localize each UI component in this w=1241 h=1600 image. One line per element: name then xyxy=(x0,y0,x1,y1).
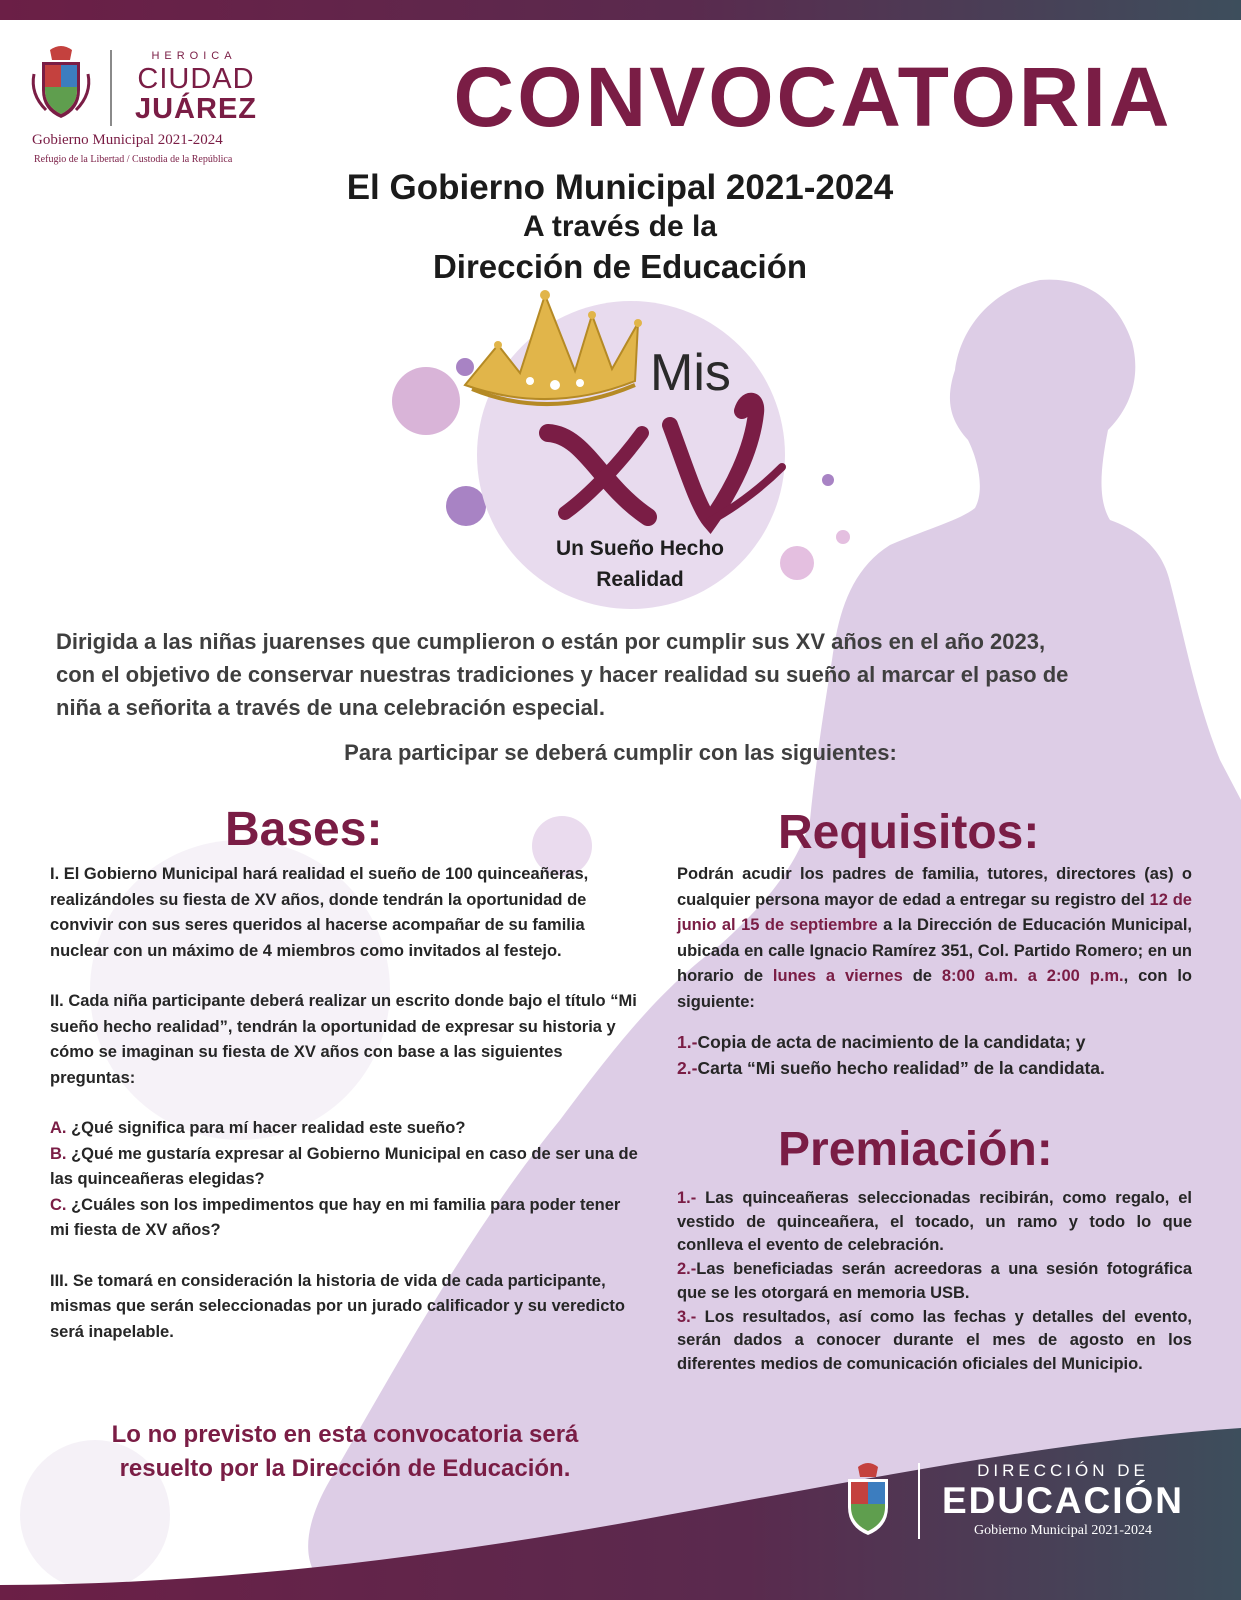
subtitle-line1: El Gobierno Municipal 2021-2024 xyxy=(346,168,894,207)
premiacion-item-3-label: 3.- xyxy=(677,1307,697,1326)
footer-logo-main: EDUCACIÓN xyxy=(941,1480,1185,1521)
bases-content xyxy=(50,862,640,1345)
logo-city-line1: CIUDAD xyxy=(137,63,255,95)
logo-city-line2: JUÁREZ xyxy=(134,93,257,125)
premiacion-item-1 xyxy=(677,1187,1192,1258)
emblem-mis: Mis xyxy=(650,344,731,402)
requisitos-p1: Podrán acudir los padres de familia, tutores, directores (as) o cualquier persona mayor de edad a entregar su registro del xyxy=(677,865,1192,909)
intro-line2: con el objetivo de conservar nuestras tradiciones y hacer realidad su sueño al marcar el paso de xyxy=(56,662,1069,687)
intro-line3: niña a señorita a través de una celebración especial. xyxy=(56,695,606,720)
premiacion-item-2-label: 2.- xyxy=(677,1260,697,1279)
question-c-text: ¿Cuáles son los impedimentos que hay en mi familia para poder tener mi fiesta de XV años? xyxy=(50,1195,621,1239)
logo-city-name xyxy=(126,64,266,124)
education-logo xyxy=(836,1455,1206,1585)
footer-note xyxy=(60,1418,630,1486)
requisitos-list xyxy=(677,1030,1197,1081)
mis-xv-emblem xyxy=(380,285,850,625)
intro-paragraph xyxy=(56,625,1186,724)
subtitle-line3: Dirección de Educación xyxy=(432,248,808,285)
logo-motto: Refugio de la Libertad / Custodia de la República xyxy=(34,154,233,165)
premiacion-title: Premiación: xyxy=(778,1123,1053,1176)
premiacion-item-3-text: Los resultados, así como las fechas y detalles del evento, serán dados a conocer durante el mes de agosto en los diferentes medios de comunicación oficiales del Municipio. xyxy=(677,1307,1192,1373)
requisitos-days: lunes a viernes xyxy=(772,967,903,985)
logo-divider xyxy=(110,50,112,126)
premiacion-item-2-text: Las beneficiadas serán acreedoras a una sesión fotográfica que se les otorgará en memoria USB. xyxy=(677,1260,1192,1302)
question-c xyxy=(50,1193,640,1244)
requisitos-p2: a la Dirección de Educación Municipal, ubicada en calle Ignacio Ramírez 351, Col. Partido Romero; en un horario de xyxy=(677,916,1192,985)
requisitos-item-1-label: 1.- xyxy=(677,1032,698,1052)
premiacion-item-1-label: 1.- xyxy=(677,1189,697,1207)
question-a xyxy=(50,1116,640,1142)
question-a-text: ¿Qué significa para mí hacer realidad este sueño? xyxy=(71,1119,466,1137)
footer-logo-top: DIRECCIÓN DE xyxy=(977,1461,1149,1480)
intro-line1: Dirigida a las niñas juarenses que cumplieron o están por cumplir sus XV años en el año 2023, xyxy=(56,629,1046,654)
requisitos-paragraph xyxy=(677,862,1192,1015)
emblem-tagline-line2: Realidad xyxy=(596,568,684,591)
footer-note-line2: resuelto por la Dirección de Educación. xyxy=(119,1455,571,1482)
premiacion-item-2 xyxy=(677,1258,1192,1305)
coat-of-arms-icon xyxy=(840,1459,896,1539)
emblem-tagline-line1: Un Sueño Hecho xyxy=(555,537,724,560)
premiacion-item-3 xyxy=(677,1306,1192,1377)
question-b-label: B. xyxy=(50,1144,67,1163)
premiacion-item-1-text: Las quinceañeras seleccionadas recibirán, como regalo, el vestido de quinceañera, el tocado, un ramo y todo lo que conlleva el evento de celebración. xyxy=(677,1189,1192,1255)
coat-of-arms-icon xyxy=(28,44,94,124)
question-a-label: A. xyxy=(50,1119,67,1137)
requisitos-item-2-text: Carta “Mi sueño hecho realidad” de la candidata. xyxy=(697,1057,1105,1078)
footer-logo-divider xyxy=(918,1463,920,1539)
bases-item-1: I. El Gobierno Municipal hará realidad el sueño de 100 quinceañeras, realizándoles su fiesta de XV años, donde tendrán la oportunidad de convivir con sus seres queridos al hacerse acompañar de su familia nuclear con un máximo de 4 miembros como invitados al festejo. xyxy=(50,865,589,960)
requisitos-item-2 xyxy=(677,1056,1197,1082)
emblem-tagline xyxy=(530,533,750,595)
requisitos-item-2-label: 2.- xyxy=(677,1057,698,1078)
requisitos-title: Requisitos: xyxy=(778,806,1040,859)
footer-logo-government: Gobierno Municipal 2021-2024 xyxy=(973,1523,1153,1538)
requisitos-p3: de xyxy=(912,967,932,985)
logo-government: Gobierno Municipal 2021-2024 xyxy=(32,132,223,148)
page-title: CONVOCATORIA xyxy=(453,50,1173,144)
question-b xyxy=(50,1142,640,1193)
logo-heroica: HEROICA xyxy=(151,50,237,62)
subtitle-line2: A través de la xyxy=(523,210,717,243)
footer-note-line1: Lo no previsto en esta convocatoria será xyxy=(111,1421,579,1448)
bases-item-2: II. Cada niña participante deberá realizar un escrito donde bajo el título “Mi sueño hecho realidad”, tendrán la oportunidad de expresar su historia y cómo se imaginan su fiesta de XV años con base a las siguientes preguntas: xyxy=(50,992,637,1087)
premiacion-content xyxy=(677,1187,1192,1377)
bases-title: Bases: xyxy=(225,803,383,856)
city-logo xyxy=(28,44,268,174)
requisitos-dates: 12 de junio al 15 de septiembre xyxy=(677,890,1192,934)
participation-call: Para participar se deberá cumplir con las siguientes: xyxy=(344,740,897,765)
question-b-text: ¿Qué me gustaría expresar al Gobierno Municipal en caso de ser una de las quinceañeras elegidas? xyxy=(50,1144,638,1188)
question-c-label: C. xyxy=(50,1195,67,1214)
requisitos-p4: , con lo siguiente: xyxy=(677,967,1193,1011)
bases-item-3: III. Se tomará en consideración la historia de vida de cada participante, mismas que serán seleccionadas por un jurado calificador y su veredicto será inapelable. xyxy=(50,1271,625,1341)
requisitos-hours: 8:00 a.m. a 2:00 p.m. xyxy=(941,967,1124,985)
requisitos-item-1-text: Copia de acta de nacimiento de la candidata; y xyxy=(697,1032,1086,1052)
requisitos-item-1 xyxy=(677,1030,1197,1056)
